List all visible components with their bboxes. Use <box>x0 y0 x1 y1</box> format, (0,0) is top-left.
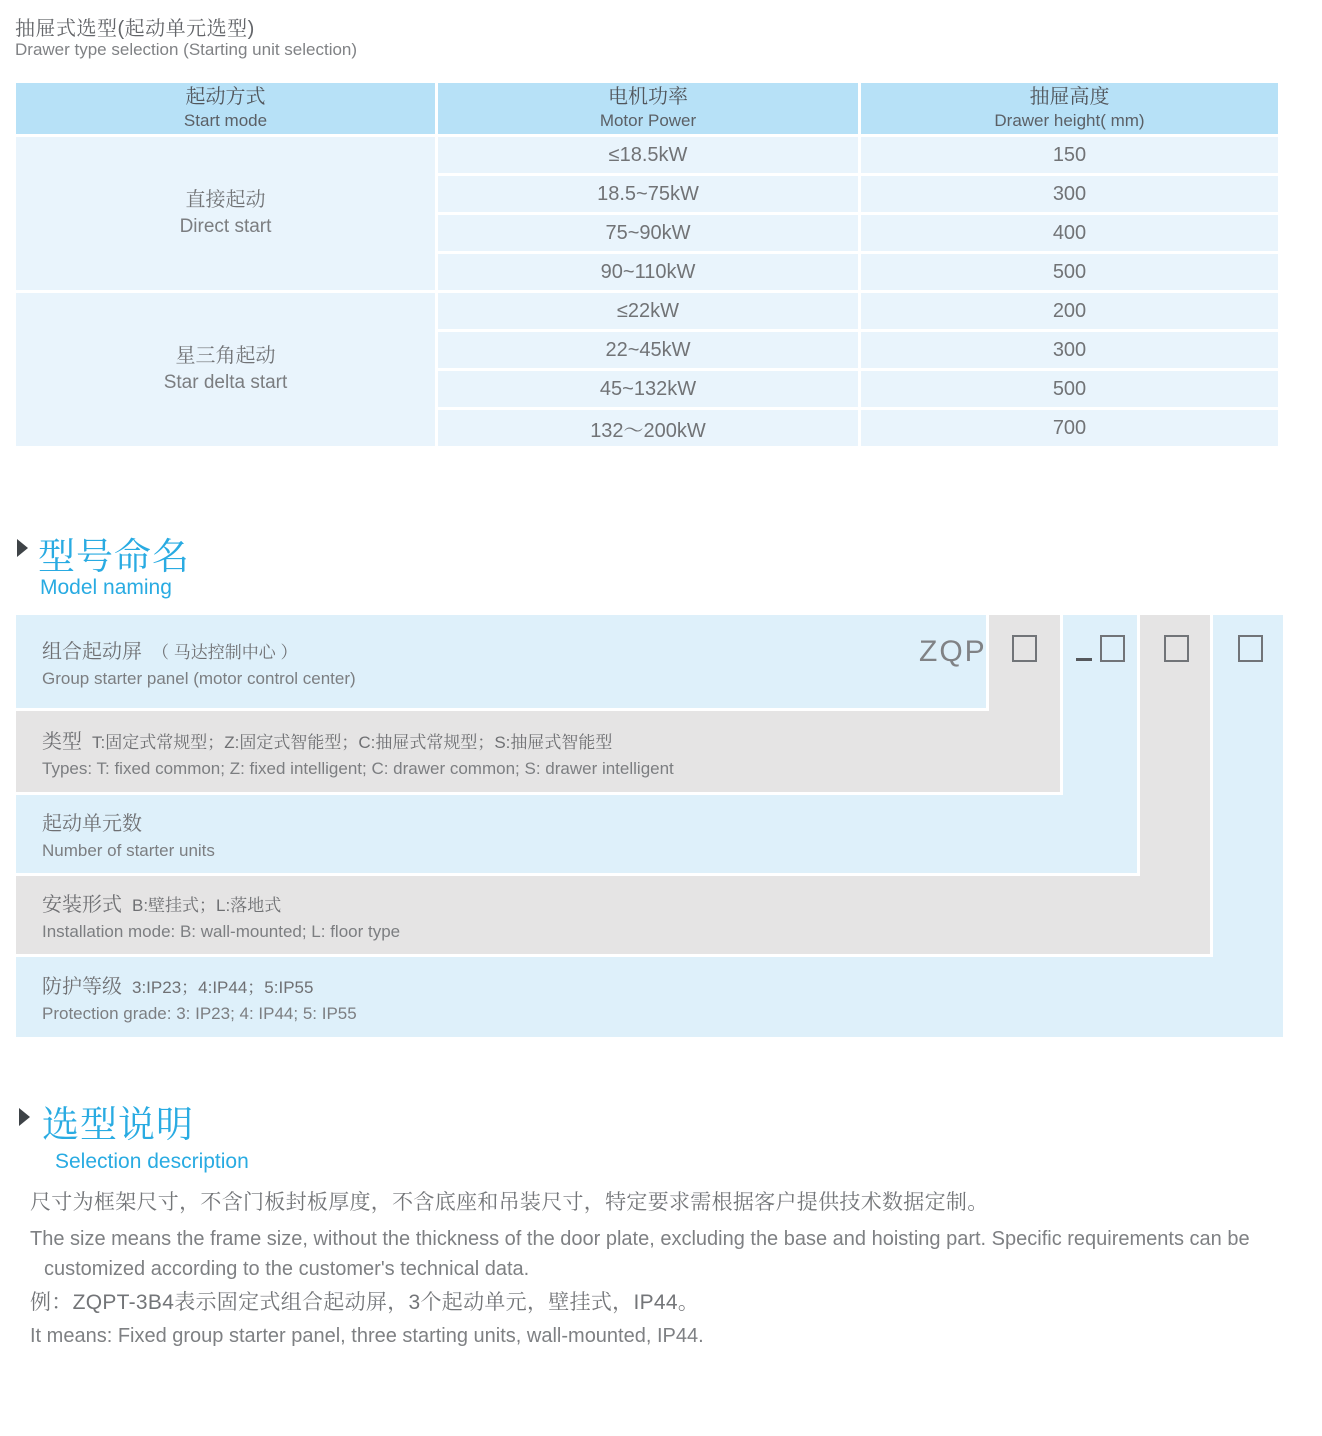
section-subheading-selection-description: Selection description <box>55 1150 249 1173</box>
description-line: It means: Fixed group starter panel, three starting units, wall-mounted, IP44. <box>30 1325 704 1347</box>
column-header-en: Start mode <box>183 111 268 131</box>
description-line: 例：ZQPT-3B4表示固定式组合起动屏，3个起动单元，壁挂式，IP44。 <box>30 1291 700 1314</box>
mode-label-zh: 星三角起动 <box>175 345 276 368</box>
page-title: 抽屉式选型(起动单元选型) <box>15 18 255 40</box>
naming-row-en: Types: T: fixed common; Z: fixed intelligent; C: drawer common; S: drawer intelligent <box>42 758 674 778</box>
power-cell: ≤18.5kW <box>438 137 858 173</box>
mode-cell-direct-start <box>16 137 435 290</box>
height-cell: 500 <box>861 371 1278 407</box>
column-header-start-mode <box>16 83 435 134</box>
power-cell: 18.5~75kW <box>438 176 858 212</box>
column-header-drawer-height <box>861 83 1278 134</box>
height-cell: 400 <box>861 215 1278 251</box>
naming-row-protection-grade <box>16 957 1283 1037</box>
height-cell: 200 <box>861 293 1278 329</box>
mode-label-en: Direct start <box>179 216 272 238</box>
power-cell: 22~45kW <box>438 332 858 368</box>
section-bullet-icon <box>17 539 28 557</box>
section-bullet-icon <box>19 1108 30 1126</box>
page-subtitle: Drawer type selection (Starting unit selection) <box>15 40 358 59</box>
table-row <box>16 137 1278 173</box>
naming-row-zh: 组合起动屏 （ 马达控制中心 ） <box>42 640 298 663</box>
model-code-dash <box>1076 658 1092 661</box>
column-header-zh: 起动方式 <box>185 86 266 109</box>
column-header-en: Drawer height( mm) <box>994 111 1145 131</box>
height-cell: 300 <box>861 332 1278 368</box>
height-cell: 300 <box>861 176 1278 212</box>
column-header-motor-power <box>438 83 858 134</box>
model-code-box-2 <box>1100 635 1125 662</box>
naming-row-types <box>16 711 1060 792</box>
naming-row-zh: 起动单元数 <box>42 813 142 835</box>
model-code-box-4 <box>1238 635 1263 662</box>
model-naming-diagram <box>16 615 1283 1037</box>
description-line: 尺寸为框架尺寸，不含门板封板厚度，不含底座和吊装尺寸，特定要求需根据客户提供技术数据定制。 <box>30 1191 989 1214</box>
selection-description-text <box>30 1190 1298 1349</box>
height-cell: 150 <box>861 137 1278 173</box>
model-code-prefix: ZQP <box>919 635 987 668</box>
model-code-box-1 <box>1012 635 1037 662</box>
naming-row-zh: 防护等级 3:IP23；4:IP44；5:IP55 <box>42 976 314 998</box>
power-cell: 90~110kW <box>438 254 858 290</box>
naming-row-starter-units <box>16 795 1137 873</box>
naming-row-en: Installation mode: B: wall-mounted; L: floor type <box>42 922 401 941</box>
table-row <box>16 293 1278 329</box>
table-header-row <box>16 83 1278 134</box>
power-cell: 45~132kW <box>438 371 858 407</box>
description-line: customized according to the customer's technical data. <box>44 1258 530 1280</box>
naming-row-group-starter-panel <box>16 615 986 708</box>
height-cell: 700 <box>861 410 1278 446</box>
power-cell: ≤22kW <box>438 293 858 329</box>
mode-label-zh: 直接起动 <box>185 189 266 212</box>
mode-cell-star-delta-start <box>16 293 435 446</box>
column-header-en: Motor Power <box>599 111 697 131</box>
power-cell: 75~90kW <box>438 215 858 251</box>
naming-row-en: Group starter panel (motor control center) <box>42 668 356 688</box>
column-header-zh: 抽屉高度 <box>1029 86 1110 109</box>
power-cell: 132～200kW <box>438 410 858 446</box>
naming-row-en: Protection grade: 3: IP23; 4: IP44; 5: IP55 <box>42 1004 357 1023</box>
naming-row-zh: 类型 T:固定式常规型；Z:固定式智能型；C:抽屉式常规型；S:抽屉式智能型 <box>42 730 613 753</box>
column-header-zh: 电机功率 <box>608 86 688 109</box>
mode-label-en: Star delta start <box>163 372 288 394</box>
naming-row-en: Number of starter units <box>42 841 215 860</box>
section-heading-selection-description: 选型说明 <box>42 1104 194 1145</box>
naming-row-zh: 安装形式 B:壁挂式；L:落地式 <box>42 894 282 916</box>
drawer-selection-table <box>13 80 1281 449</box>
model-code-box-3 <box>1164 635 1189 662</box>
height-cell: 500 <box>861 254 1278 290</box>
description-line: The size means the frame size, without the thickness of the door plate, excluding the base and hoisting part. Specific requirements can be <box>30 1228 1250 1250</box>
section-heading-model-naming: 型号命名 <box>38 536 190 577</box>
section-subheading-model-naming: Model naming <box>40 576 172 599</box>
naming-row-installation-mode <box>16 876 1210 954</box>
